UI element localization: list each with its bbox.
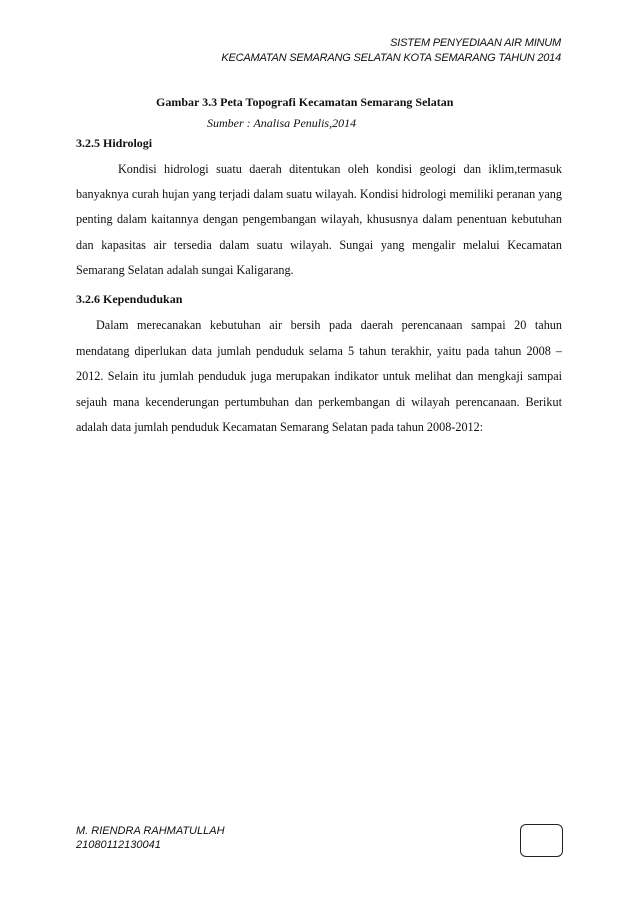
- footer-author-block: [76, 824, 225, 852]
- footer-student-id: 21080112130041: [76, 839, 161, 851]
- header-title-line1: SISTEM PENYEDIAAN AIR MINUM: [390, 37, 561, 49]
- figure-caption: Gambar 3.3 Peta Topografi Kecamatan Semarang Selatan: [156, 95, 454, 109]
- figure-source: Sumber : Analisa Penulis,2014: [207, 116, 357, 130]
- header-title-line2: KECAMATAN SEMARANG SELATAN KOTA SEMARANG TAHUN 2014: [221, 52, 561, 64]
- running-header: [221, 36, 561, 66]
- section-heading-kependudukan: 3.2.6 Kependudukan: [76, 292, 183, 306]
- section-kependudukan: [76, 291, 562, 441]
- section-heading-hidrologi: 3.2.5 Hidrologi: [76, 136, 153, 150]
- paragraph-kependudukan: Dalam merecanakan kebutuhan air bersih pada daerah perencanaan sampai 20 tahun mendatang diperlukan data jumlah penduduk selama 5 tahun terakhir, yaitu pada tahun 2008 – 2012. Selain itu jumlah penduduk juga merupakan indikator untuk melihat dan mengkaji sampai sejauh mana kecenderungan pertumbuhan dan perkembangan di wilayah perencanaan. Berikut adalah data jumlah penduduk Kecamatan Semarang Selatan pada tahun 2008-2012:: [76, 318, 562, 434]
- page-number-box: [520, 824, 563, 857]
- paragraph-hidrologi: Kondisi hidrologi suatu daerah ditentukan oleh kondisi geologi dan iklim,termasuk banyaknya curah hujan yang terjadi dalam suatu wilayah. Kondisi hidrologi memiliki peranan yang penting dalam kaitannya dengan pengembangan wilayah, khususnya dalam penentuan kebutuhan dan kapasitas air tersedia dalam suatu wilayah. Sungai yang mengalir melalui Kecamatan Semarang Selatan adalah sungai Kaligarang.: [76, 162, 562, 277]
- section-hidrologi: [76, 135, 562, 283]
- footer-author-name: M. RIENDRA RAHMATULLAH: [76, 825, 225, 837]
